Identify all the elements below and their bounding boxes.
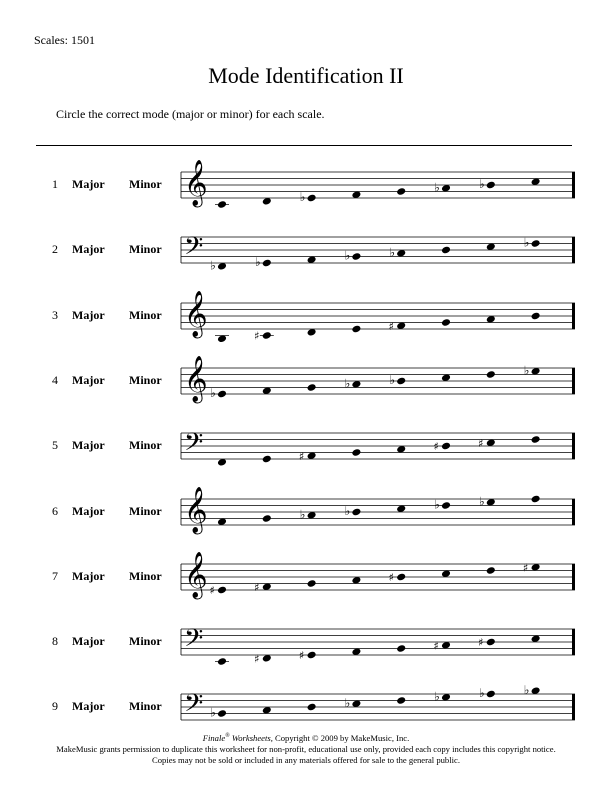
note-head xyxy=(531,435,541,444)
note-head xyxy=(307,194,317,203)
end-barline xyxy=(572,694,575,720)
instructions: Circle the correct mode (major or minor) for each scale. xyxy=(56,107,325,121)
staff-bass xyxy=(0,612,612,672)
flat-icon: ♭ xyxy=(389,245,396,260)
flat-icon: ♭ xyxy=(299,506,306,521)
note-head xyxy=(262,514,272,523)
exercise-number: 1 xyxy=(52,177,58,191)
note-head xyxy=(486,566,496,575)
option-major[interactable]: Major xyxy=(72,438,105,453)
flat-icon: ♭ xyxy=(478,177,485,191)
exercise-number: 4 xyxy=(52,372,58,387)
note-head xyxy=(262,331,272,340)
flat-icon: ♭ xyxy=(434,689,440,704)
bass-clef-icon: 𝄢 xyxy=(184,624,204,660)
staff-bass xyxy=(0,677,612,737)
note-head xyxy=(351,324,361,333)
sharp-icon: ♯ xyxy=(522,561,529,575)
flat-icon: ♭ xyxy=(344,696,351,711)
flat-icon: ♭ xyxy=(434,180,440,195)
option-minor[interactable]: Minor xyxy=(129,242,162,257)
sharp-icon: ♯ xyxy=(388,570,394,584)
end-barline xyxy=(572,368,575,394)
footer-credit xyxy=(0,731,612,744)
note-head xyxy=(486,638,496,647)
exercise-number: 8 xyxy=(52,634,58,649)
note-head xyxy=(217,390,227,399)
flat-icon: ♭ xyxy=(344,248,351,263)
end-barline xyxy=(572,564,575,590)
footer-registered: ® xyxy=(225,733,230,739)
note-head xyxy=(396,377,406,386)
note-head xyxy=(396,644,406,653)
sharp-icon: ♯ xyxy=(298,649,305,663)
sharp-icon: ♯ xyxy=(433,440,439,454)
flat-icon: ♭ xyxy=(389,372,396,387)
footer xyxy=(0,731,612,766)
sharp-icon: ♯ xyxy=(254,652,260,666)
note-head xyxy=(217,200,227,209)
option-major[interactable]: Major xyxy=(72,177,105,191)
option-minor[interactable]: Minor xyxy=(129,438,162,453)
footer-permission: MakeMusic grants permission to duplicate this worksheet for non-profit, educational use only, provided each copy includes this copyright notice. xyxy=(56,743,556,754)
bass-clef-icon: 𝄢 xyxy=(184,428,204,464)
note-head xyxy=(441,246,451,255)
flat-icon: ♭ xyxy=(210,385,216,400)
flat-icon: ♭ xyxy=(523,235,530,250)
note-head xyxy=(486,690,496,699)
staff-treble xyxy=(0,482,612,542)
exercise-number: 3 xyxy=(52,307,58,322)
note-head xyxy=(351,448,361,457)
sharp-icon: ♯ xyxy=(254,580,260,594)
option-major[interactable]: Major xyxy=(72,634,105,649)
staff-bass xyxy=(0,220,612,280)
note-head xyxy=(531,239,541,248)
flat-icon: ♭ xyxy=(254,255,261,270)
treble-clef-icon: 𝄞 xyxy=(184,355,208,402)
note-head xyxy=(486,370,496,379)
note-head xyxy=(217,710,227,719)
flat-icon: ♭ xyxy=(299,190,306,204)
note-head xyxy=(441,442,451,451)
option-major[interactable]: Major xyxy=(72,307,105,322)
end-barline xyxy=(572,237,575,263)
note-head xyxy=(351,507,361,516)
note-head xyxy=(262,259,272,268)
exercise-number: 7 xyxy=(52,568,58,583)
sharp-icon: ♯ xyxy=(433,639,439,653)
option-minor[interactable]: Minor xyxy=(129,634,162,649)
footer-restriction: Copies may not be sold or included in any materials offered for sale to the general public. xyxy=(152,754,460,765)
staff-treble xyxy=(0,547,612,607)
flat-icon: ♭ xyxy=(434,497,440,511)
bass-clef-icon: 𝄢 xyxy=(184,689,204,725)
staff-treble xyxy=(0,155,612,215)
note-head xyxy=(396,187,406,196)
option-minor[interactable]: Minor xyxy=(129,699,162,714)
option-minor[interactable]: Minor xyxy=(129,503,162,518)
exercise-number: 6 xyxy=(52,503,58,518)
exercise-number: 5 xyxy=(52,438,58,453)
sharp-icon: ♯ xyxy=(298,449,305,463)
bass-clef-icon: 𝄢 xyxy=(184,232,204,268)
note-head xyxy=(307,651,317,660)
staff-treble xyxy=(0,351,612,411)
staff-bass xyxy=(0,416,612,476)
flat-icon: ♭ xyxy=(478,493,485,508)
note-head xyxy=(307,383,317,392)
flat-icon: ♭ xyxy=(478,686,485,701)
end-barline xyxy=(572,303,575,329)
flat-icon: ♭ xyxy=(344,503,351,518)
footer-product: Worksheets xyxy=(231,732,271,743)
exercise-number: 2 xyxy=(52,242,58,257)
end-barline xyxy=(572,629,575,655)
note-head xyxy=(486,181,496,190)
page-title: Mode Identification II xyxy=(208,63,404,88)
sharp-icon: ♯ xyxy=(254,329,260,343)
option-major[interactable]: Major xyxy=(72,372,105,387)
flat-icon: ♭ xyxy=(523,363,530,378)
end-barline xyxy=(572,172,575,198)
option-major[interactable]: Major xyxy=(72,699,105,714)
note-head xyxy=(441,501,451,510)
treble-clef-icon: 𝄞 xyxy=(184,486,208,533)
note-head xyxy=(531,494,541,503)
note-head xyxy=(262,455,272,464)
flat-icon: ♭ xyxy=(210,258,216,273)
note-head xyxy=(396,697,406,706)
option-major[interactable]: Major xyxy=(72,568,105,583)
sharp-icon: ♯ xyxy=(209,583,215,597)
flat-icon: ♭ xyxy=(344,376,351,391)
treble-clef-icon: 𝄞 xyxy=(184,290,208,337)
option-minor[interactable]: Minor xyxy=(129,177,162,191)
end-barline xyxy=(572,433,575,459)
staff-treble xyxy=(0,286,612,346)
footer-brand: Finale xyxy=(202,732,226,743)
footer-copyright: , Copyright © 2009 by MakeMusic, Inc. xyxy=(270,732,410,743)
note-head xyxy=(351,252,361,261)
note-head xyxy=(307,703,317,712)
note-head xyxy=(441,318,451,327)
sharp-icon: ♯ xyxy=(478,636,484,650)
sharp-icon: ♯ xyxy=(388,319,394,333)
option-minor[interactable]: Minor xyxy=(129,307,162,322)
divider xyxy=(36,145,572,146)
note-head xyxy=(396,572,406,581)
option-major[interactable]: Major xyxy=(72,242,105,257)
option-minor[interactable]: Minor xyxy=(129,568,162,583)
note-head xyxy=(531,311,541,320)
option-major[interactable]: Major xyxy=(72,503,105,518)
note-head xyxy=(217,657,227,666)
flat-icon: ♭ xyxy=(523,683,530,698)
header-label: Scales: 1501 xyxy=(34,33,95,47)
note-head xyxy=(307,579,317,588)
end-barline xyxy=(572,499,575,525)
treble-clef-icon: 𝄞 xyxy=(184,551,208,598)
treble-clef-icon: 𝄞 xyxy=(184,160,208,206)
exercise-number: 9 xyxy=(52,699,58,714)
option-minor[interactable]: Minor xyxy=(129,372,162,387)
sharp-icon: ♯ xyxy=(478,436,484,450)
note-head xyxy=(217,585,227,594)
flat-icon: ♭ xyxy=(210,705,216,720)
